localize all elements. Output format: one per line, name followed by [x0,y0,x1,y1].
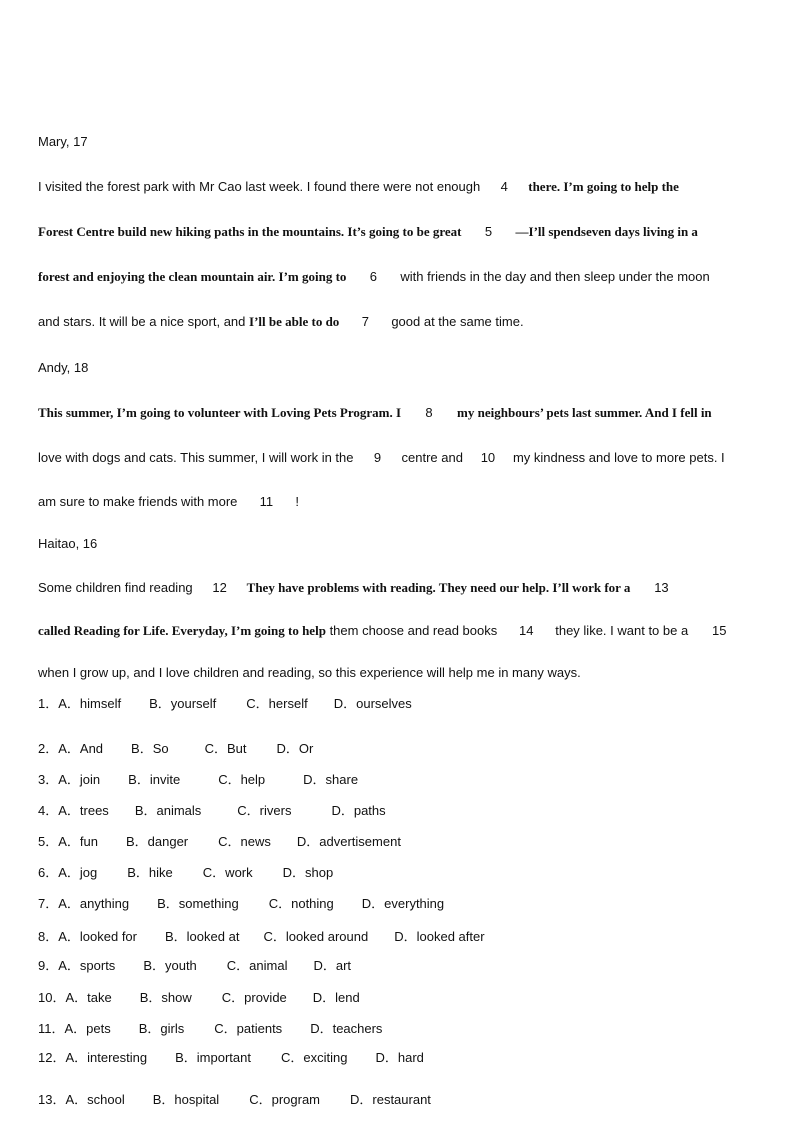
question-row [38,929,485,945]
text: called Reading for Life. Everyday, I’m going to help [38,623,326,638]
option-b[interactable]: B．important [175,1050,251,1065]
question-number: 4． [38,803,59,818]
question-number: 1． [38,696,59,711]
option-a[interactable]: A．looked for [58,929,137,944]
option-a[interactable]: A．fun [58,834,98,849]
blank-9: 9 [373,450,382,465]
question-row [38,865,333,881]
option-c[interactable]: C．exciting [281,1050,348,1065]
option-a[interactable]: A．sports [58,958,116,973]
text: am sure to make friends with more [38,494,238,509]
blank-4: 4 [500,179,508,194]
blank-8: 8 [425,405,433,420]
option-a[interactable]: A．pets [64,1021,111,1036]
text: I visited the forest park with Mr Cao last week. I found there were not enough [38,179,481,194]
question-number: 2． [38,741,59,756]
option-a[interactable]: A．himself [58,696,122,711]
andy-line-1 [38,405,712,421]
mary-line-3 [38,269,710,285]
question-number: 9． [38,958,59,973]
blank-7: 7 [361,314,369,329]
question-row [38,741,313,757]
blank-13: 13 [654,580,669,595]
option-a[interactable]: A．interesting [65,1050,148,1065]
option-d[interactable]: D．Or [276,741,314,756]
option-d[interactable]: D．share [303,772,359,787]
option-d[interactable]: D．paths [331,803,386,818]
option-d[interactable]: D．ourselves [333,696,412,711]
option-c[interactable]: C．animal [226,958,288,973]
andy-heading: Andy, 18 [38,360,89,375]
option-a[interactable]: A．take [65,990,112,1005]
option-d[interactable]: D．advertisement [296,834,401,849]
text: my kindness and love to more pets. I [512,450,725,465]
mary-line-4 [38,314,524,330]
mary-heading: Mary, 17 [38,134,88,149]
text: —I’ll spendseven days living in a [515,224,698,239]
blank-15: 15 [711,623,727,638]
blank-10: 10 [480,450,496,465]
option-c[interactable]: C．news [218,834,271,849]
question-row [38,1050,424,1066]
text: and stars. It will be a nice sport, and [38,314,246,329]
question-row [38,958,351,974]
blank-6: 6 [369,269,378,284]
option-b[interactable]: B．animals [134,803,202,818]
text: good at the same time. [391,314,524,329]
option-c[interactable]: C．nothing [268,896,334,911]
haitao-line-2 [38,623,750,639]
andy-line-3 [38,494,299,510]
text: ! [295,494,300,509]
option-b[interactable]: B．danger [125,834,189,849]
option-c[interactable]: C．But [204,741,247,756]
text: love with dogs and cats. This summer, I will work in the [38,450,354,465]
haitao-line-3: when I grow up, and I love children and reading, so this experience will help me in many ways. [38,665,581,680]
question-row [38,696,412,712]
text: they like. I want to be a [555,623,689,638]
option-c[interactable]: C．patients [214,1021,283,1036]
option-d[interactable]: D．shop [282,865,334,880]
question-row [38,990,360,1006]
question-number: 10． [38,990,66,1005]
option-c[interactable]: C．rivers [237,803,292,818]
option-d[interactable]: D．everything [361,896,445,911]
option-a[interactable]: A．trees [58,803,109,818]
question-number: 3． [38,772,59,787]
option-a[interactable]: A．jog [58,865,98,880]
option-a[interactable]: A．join [58,772,101,787]
question-number: 12． [38,1050,66,1065]
option-b[interactable]: B．hospital [152,1092,220,1107]
option-d[interactable]: D．art [313,958,352,973]
text: Some children find reading [38,580,193,595]
text: I’ll be able to do [249,314,340,329]
question-number: 7． [38,896,59,911]
question-number: 6． [38,865,59,880]
option-b[interactable]: B．show [139,990,192,1005]
option-d[interactable]: D．teachers [310,1021,383,1036]
option-b[interactable]: B．hike [127,865,173,880]
haitao-line-1 [38,580,692,596]
text: They have problems with reading. They need our help. I’ll work for a [246,580,631,595]
question-number: 11． [38,1021,65,1036]
option-d[interactable]: D．restaurant [350,1092,431,1107]
blank-14: 14 [519,623,534,638]
option-c[interactable]: C．herself [246,696,308,711]
option-b[interactable]: B．So [131,741,169,756]
question-row [38,772,358,788]
text: them choose and read books [329,623,498,638]
option-c[interactable]: C．looked around [263,929,369,944]
question-row [38,1092,431,1108]
option-c[interactable]: C．provide [221,990,287,1005]
question-row [38,803,386,819]
option-b[interactable]: B．invite [128,772,181,787]
text: my neighbours’ pets last summer. And I fell in [457,405,712,420]
option-b[interactable]: B．youth [143,958,197,973]
option-d[interactable]: D．looked after [394,929,485,944]
mary-line-2 [38,224,698,240]
text: with friends in the day and then sleep under the moon [400,269,710,284]
question-row [38,896,444,912]
question-number: 5． [38,834,59,849]
question-number: 13． [38,1092,66,1107]
blank-5: 5 [484,224,493,239]
option-c[interactable]: C．help [218,772,266,787]
option-a[interactable]: A．school [65,1092,125,1107]
option-b[interactable]: B．yourself [149,696,217,711]
text: Forest Centre build new hiking paths in the mountains. It’s going to be great [38,224,462,239]
option-b[interactable]: B．girls [138,1021,185,1036]
mary-line-1 [38,179,679,195]
haitao-heading: Haitao, 16 [38,536,98,551]
text: centre and [401,450,463,465]
option-d[interactable]: D．lend [312,990,360,1005]
option-b[interactable]: B．something [157,896,239,911]
question-row [38,1021,382,1037]
text: This summer, I’m going to volunteer with Loving Pets Program. I [38,405,402,420]
question-row [38,834,401,850]
option-a[interactable]: A．anything [58,896,130,911]
option-b[interactable]: B．looked at [165,929,240,944]
text: there. I’m going to help the [528,179,679,194]
option-a[interactable]: A．And [58,741,104,756]
blank-12: 12 [212,580,227,595]
option-c[interactable]: C．work [202,865,253,880]
text: forest and enjoying the clean mountain air. I’m going to [38,269,347,284]
option-d[interactable]: D．hard [375,1050,424,1065]
option-c[interactable]: C．program [249,1092,320,1107]
andy-line-2 [38,450,725,466]
blank-11: 11 [259,494,274,509]
question-number: 8． [38,929,59,944]
